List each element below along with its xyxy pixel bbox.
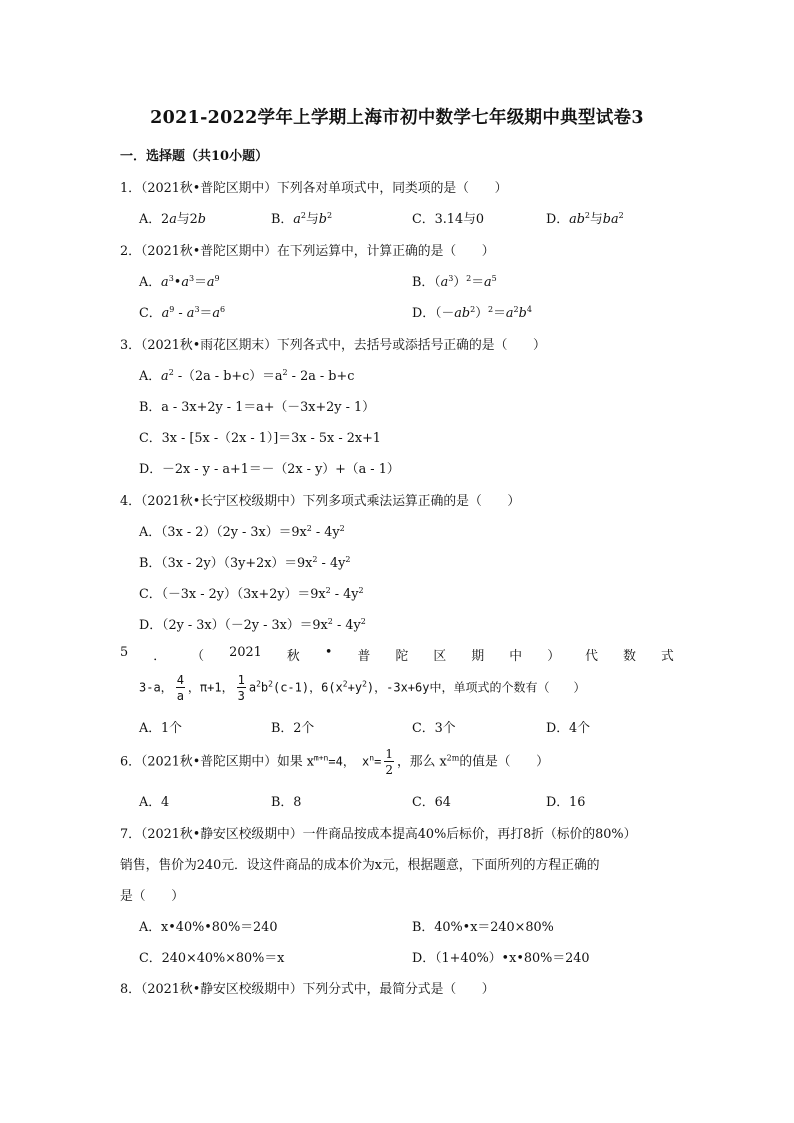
question-5-option-c: C．3个 xyxy=(412,721,456,736)
question-5-stem-line2: 3-a， $\frac{4}{a}$ ，π+1， $\frac{1}{3}$ $a^2b^2(c-1)$，$6(x^2+y^2)$，-3x+6y中，单项式的个数有（ ） xyxy=(139,673,586,703)
question-2-option-b: B．$(a^3)^2=a^5$ xyxy=(412,274,497,290)
question-6-option-d: D．16 xyxy=(546,795,586,810)
question-5-option-b: B．2个 xyxy=(271,721,315,736)
question-4-option-a: A．$(3x - 2)(2y - 3x)=9x^2 - 4y^2$ xyxy=(139,524,345,540)
fraction-1-over-3: $\frac{1}{3}$ xyxy=(237,673,245,703)
question-8-stem: 8．（2021秋•静安区校级期中）下列分式中，最简分式是（ ） xyxy=(120,982,495,997)
question-4-stem: 4．（2021秋•长宁区校级期中）下列多项式乘法运算正确的是（ ） xyxy=(120,494,521,509)
question-6-stem: 6．（2021秋•普陀区期中）如果 $x^{m+n}=4$， $x^n=$ $\frac{1}{2}$ ，那么 $x^{2m}$的值是（ ） xyxy=(120,747,549,777)
question-1-option-d: D．$ab^2$与$ba^2$ xyxy=(546,211,624,227)
fraction-1-over-2: $\frac{1}{2}$ xyxy=(385,747,393,777)
question-7-stem-line3: 是（ ） xyxy=(120,889,184,904)
question-2-stem: 2．（2021秋•普陀区期中）在下列运算中，计算正确的是（ ） xyxy=(120,244,495,259)
question-1-option-a: A．2a与2b xyxy=(139,212,206,227)
section-heading: 一．选择题（共10小题） xyxy=(120,149,269,164)
question-5-stem-line1: 5 ． （ 2021 秋 • 普 陀 区 期 中 ） 代 数 式 xyxy=(120,645,674,664)
question-7-option-a: A．x•40%•80%＝240 xyxy=(139,920,278,935)
question-3-option-b: B．a - 3x+2y - 1＝a+（－3x+2y - 1） xyxy=(139,400,375,415)
question-3-stem: 3．（2021秋•雨花区期末）下列各式中，去括号或添括号正确的是（ ） xyxy=(120,338,546,353)
page-title: 2021-2022学年上学期上海市初中数学七年级期中典型试卷3 xyxy=(150,108,644,128)
question-7-option-b: B．40%•x＝240×80% xyxy=(412,920,554,935)
question-1-option-c: C．3.14与0 xyxy=(412,212,485,227)
question-6-option-a: A．4 xyxy=(139,795,170,810)
question-7-option-c: C．240×40%×80%＝x xyxy=(139,951,285,966)
question-1-stem: 1．（2021秋•普陀区期中）下列各对单项式中，同类项的是（ ） xyxy=(120,181,508,196)
question-3-option-d: D．－2x - y - a+1＝－（2x - y）+（a - 1） xyxy=(139,462,400,477)
question-5-option-d: D．4个 xyxy=(546,721,590,736)
question-4-option-d: D．$(2y - 3x)(-2y - 3x)=9x^2 - 4y^2$ xyxy=(139,617,366,633)
question-3-option-c: C．3x - [5x -（2x - 1）]＝3x - 5x - 2x+1 xyxy=(139,431,381,446)
question-3-option-a: A．$a^2$ $-(2a - b+c)=a^2 - 2a - b+c$ xyxy=(139,368,355,384)
fraction-4-over-a: $\frac{4}{a}$ xyxy=(176,673,184,703)
question-1-option-b: B．$a^2$与$b^2$ xyxy=(271,211,333,227)
question-6-option-b: B．8 xyxy=(271,795,302,810)
question-7-option-d: D．（1+40%）•x•80%＝240 xyxy=(412,951,590,966)
question-7-stem-line2: 销售，售价为240元．设这件商品的成本价为x元，根据题意，下面所列的方程正确的 xyxy=(120,858,600,873)
question-2-option-a: A．$a^3•a^3=a^9$ xyxy=(139,274,220,290)
question-4-option-b: B．$(3x - 2y)(3y+2x)=9x^2 - 4y^2$ xyxy=(139,555,351,571)
question-5-option-a: A．1个 xyxy=(139,721,182,736)
question-2-option-d: D．$(-ab^2)^2=a^2b^4$ xyxy=(412,305,532,321)
question-6-option-c: C．64 xyxy=(412,795,451,810)
question-2-option-c: C．$a^9 - a^3=a^6$ xyxy=(139,305,226,321)
question-7-stem-line1: 7．（2021秋•静安区校级期中）一件商品按成本提高40%后标价，再打8折（标价的80%） xyxy=(120,827,637,842)
question-4-option-c: C．$(-3x - 2y)(3x+2y)=9x^2 - 4y^2$ xyxy=(139,586,364,602)
